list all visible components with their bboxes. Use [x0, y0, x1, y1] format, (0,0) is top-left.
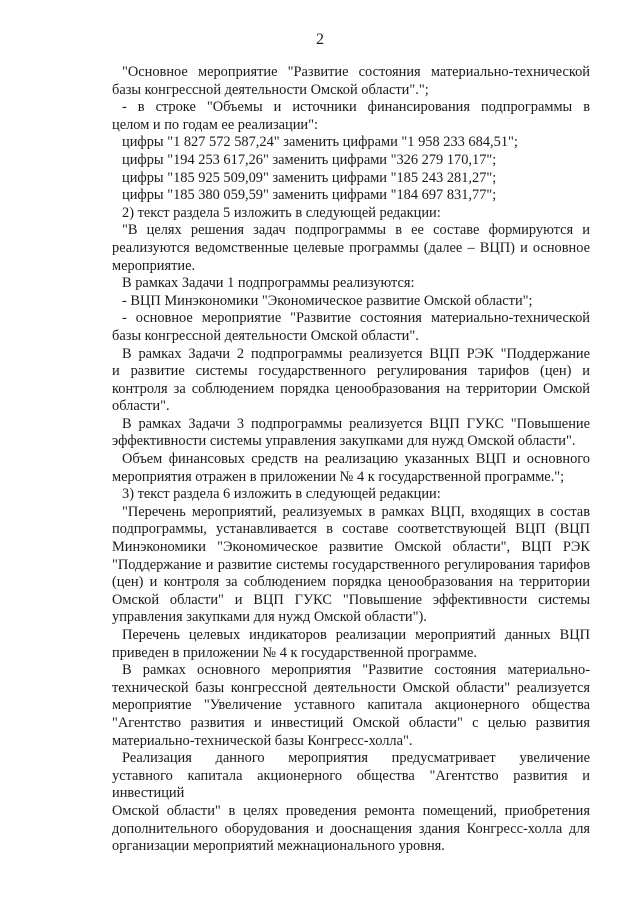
text-line: подпрограммы, устанавливается в составе соответствующей ВЦП (ВЦП [112, 521, 590, 538]
text-line: Объем финансовых средств на реализацию указанных ВЦП и основного [122, 451, 590, 468]
text-line: Омской области" и ВЦП ГУКС "Повышение эффективности системы [112, 591, 590, 608]
text-line: и развитие системы государственного регулирования тарифов (цен) и [112, 363, 590, 380]
text-line: "Поддержание и развитие системы государственного регулирования тарифов [112, 556, 590, 573]
text-line: управления закупками для нужд Омской области"). [112, 609, 427, 626]
text-line: - основное мероприятие "Развитие состояния материально-технической [122, 310, 590, 327]
text-line: дополнительного оборудования и дооснащения здания Конгресс-холла для [112, 820, 590, 837]
text-line: реализуются ведомственные целевые программы (далее – ВЦП) и основное [112, 239, 590, 256]
text-line: организации мероприятий межнационального уровня. [112, 838, 445, 855]
text-line: "Перечень мероприятий, реализуемых в рамках ВЦП, входящих в состав [122, 503, 590, 520]
text-line: 3) текст раздела 6 изложить в следующей редакции: [122, 486, 441, 503]
text-line: цифры "185 925 509,09" заменить цифрами "185 243 281,27"; [122, 169, 497, 186]
document-body [112, 64, 590, 856]
text-line: "Агентство развития и инвестиций Омской области" с целью развития [112, 714, 590, 731]
text-line: базы конгрессной деятельности Омской области". [112, 327, 419, 344]
text-line: мероприятие "Увеличение уставного капитала акционерного общества [112, 697, 590, 714]
text-line: "Основное мероприятие "Развитие состояния материально-технической [122, 64, 590, 80]
text-line: цифры "194 253 617,26" заменить цифрами "326 279 170,17"; [122, 151, 497, 168]
text-line: материально-технической базы Конгресс-холла". [112, 732, 413, 749]
text-line: Реализация данного мероприятия предусматривает увеличение [122, 750, 590, 767]
text-line: уставного капитала акционерного общества "Агентство развития и инвестиций [112, 767, 590, 802]
text-line: технической базы конгрессной деятельности Омской области" реализуется [112, 679, 590, 696]
text-line: В рамках Задачи 2 подпрограммы реализуется ВЦП РЭК "Поддержание [122, 345, 590, 362]
text-line: Перечень целевых индикаторов реализации мероприятий данных ВЦП [122, 627, 590, 643]
text-line: целом и по годам ее реализации": [112, 116, 319, 133]
text-line: В рамках основного мероприятия "Развитие состояния материально- [122, 662, 590, 679]
text-line: (цен) и контроля за соблюдением порядка ценообразования на территории [112, 574, 590, 591]
text-line: В рамках Задачи 3 подпрограммы реализуется ВЦП ГУКС "Повышение [122, 415, 590, 432]
text-line: области". [112, 398, 170, 415]
text-line: мероприятия отражен в приложении № 4 к государственной программе."; [112, 468, 565, 485]
text-line: В рамках Задачи 1 подпрограммы реализуются: [122, 275, 415, 292]
text-line: 2) текст раздела 5 изложить в следующей редакции: [122, 204, 441, 221]
text-line: - ВЦП Минэкономики "Экономическое развитие Омской области"; [122, 292, 533, 309]
text-line: мероприятие. [112, 257, 196, 274]
text-line: базы конгрессной деятельности Омской области"."; [112, 81, 429, 98]
text-line: - в строке "Объемы и источники финансирования подпрограммы в [122, 99, 590, 116]
text-line: "В целях решения задач подпрограммы в ее составе формируются и [122, 222, 590, 239]
text-line: Омской области" в целях проведения ремонта помещений, приобретения [112, 802, 590, 819]
text-line: контроля за соблюдением порядка ценообразования на территории Омской [112, 380, 590, 397]
text-line: цифры "185 380 059,59" заменить цифрами "184 697 831,77"; [122, 187, 497, 204]
text-line: приведен в приложении № 4 к государственной программе. [112, 644, 478, 661]
text-line: эффективности системы управления закупками для нужд Омской области". [112, 433, 576, 450]
text-line: цифры "1 827 572 587,24" заменить цифрами "1 958 233 684,51"; [122, 134, 518, 151]
page-number: 2 [316, 31, 324, 48]
text-line: Минэкономики "Экономическое развитие Омской области", ВЦП РЭК [112, 539, 590, 556]
